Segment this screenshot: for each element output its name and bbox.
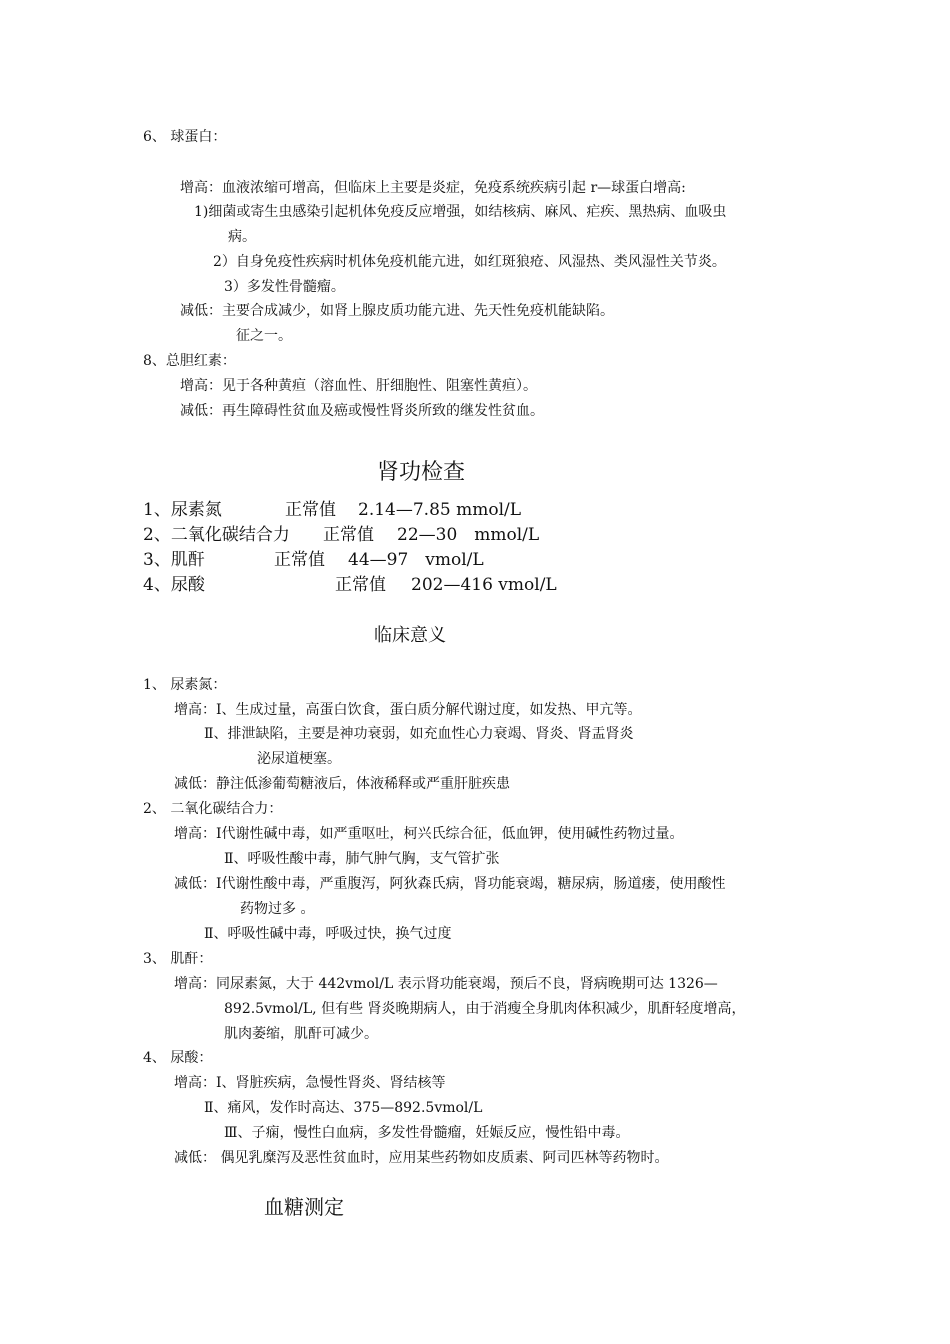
kidney-row-co2-label: 正常值 <box>323 525 374 545</box>
kidney-row-urea-name: 1、尿素氮 <box>143 500 222 520</box>
clinical-creatinine-increase-1: 增高：同尿素氮，大于 442vmol/L 表示肾功能衰竭，预后不良，肾病晚期可达 1326— <box>174 976 718 992</box>
kidney-row-co2-name: 2、二氧化碳结合力 <box>143 525 290 545</box>
clinical-creatinine-title: 3、 肌酐： <box>143 951 213 967</box>
globulin-decrease-line2: 征之一。 <box>236 328 292 344</box>
clinical-co2-increase-1: 增高：Ⅰ代谢性碱中毒，如严重呕吐，柯兴氏综合征，低血钾，使用碱性药物过量。 <box>174 826 684 842</box>
globulin-item1-line1: 1)细菌或寄生虫感染引起机体免疫反应增强，如结核病、麻风、疟疾、黑热病、血吸虫 <box>194 204 727 220</box>
kidney-row-creatinine-value: 44—97 vmol/L <box>348 550 484 570</box>
heading-blood-glucose: 血糖测定 <box>264 1195 344 1219</box>
clinical-co2-increase-2: Ⅱ、呼吸性酸中毒，肺气肿气胸，支气管扩张 <box>224 851 500 867</box>
clinical-co2-decrease-2: Ⅱ、呼吸性碱中毒，呼吸过快，换气过度 <box>204 926 452 942</box>
section-title-bilirubin: 8、总胆红素： <box>143 353 236 369</box>
clinical-urea-increase-2b: 泌尿道梗塞。 <box>257 751 341 767</box>
globulin-increase: 增高：血液浓缩可增高，但临床上主要是炎症，免疫系统疾病引起 r—球蛋白增高: <box>180 180 686 196</box>
clinical-uric-increase-1: 增高：Ⅰ、肾脏疾病，急慢性肾炎、肾结核等 <box>174 1075 446 1091</box>
kidney-row-uric-name: 4、尿酸 <box>143 575 205 595</box>
clinical-uric-title: 4、 尿酸： <box>143 1050 213 1066</box>
bilirubin-increase: 增高：见于各种黄疸（溶血性、肝细胞性、阻塞性黄疸）。 <box>180 378 537 394</box>
section-title-globulin: 6、 球蛋白： <box>143 129 227 145</box>
clinical-creatinine-increase-2: 892.5vmol/L, 但有些 肾炎晚期病人，由于消瘦全身肌肉体积减少，肌酐轻度增高， <box>224 1001 746 1017</box>
kidney-row-uric-value: 202—416 vmol/L <box>411 575 557 595</box>
kidney-row-creatinine-name: 3、肌酐 <box>143 550 205 570</box>
bilirubin-decrease: 减低：再生障碍性贫血及癌或慢性肾炎所致的继发性贫血。 <box>180 403 544 419</box>
clinical-urea-title: 1、 尿素氮： <box>143 677 227 693</box>
kidney-row-creatinine-label: 正常值 <box>274 550 325 570</box>
globulin-item2: 2）自身免疫性疾病时机体免疫机能亢进，如红斑狼疮、风湿热、类风湿性关节炎。 <box>213 254 726 270</box>
kidney-row-urea-value: 2.14—7.85 mmol/L <box>358 500 522 520</box>
globulin-decrease-line1: 减低：主要合成减少，如肾上腺皮质功能亢进、先天性免疫机能缺陷。 <box>180 303 614 319</box>
clinical-urea-increase-1: 增高：Ⅰ、生成过量，高蛋白饮食，蛋白质分解代谢过度，如发热、甲亢等。 <box>174 702 642 718</box>
clinical-co2-decrease-1b: 药物过多 。 <box>240 901 315 917</box>
globulin-item1-line2: 病。 <box>228 229 256 245</box>
clinical-urea-decrease: 减低：静注低渗葡萄糖液后，体液稀释或严重肝脏疾患 <box>174 776 510 792</box>
clinical-uric-increase-3: Ⅲ、子痫，慢性白血病，多发性骨髓瘤，妊娠反应，慢性铅中毒。 <box>224 1125 630 1141</box>
clinical-co2-decrease-1a: 减低：Ⅰ代谢性酸中毒，严重腹泻，阿狄森氏病，肾功能衰竭，糖尿病，肠道瘘，使用酸性 <box>174 876 726 892</box>
clinical-uric-increase-2: Ⅱ、痛风，发作时高达、375—892.5vmol/L <box>204 1100 483 1116</box>
clinical-co2-title: 2、 二氧化碳结合力： <box>143 801 283 817</box>
kidney-row-co2-value: 22—30 mmol/L <box>397 525 540 545</box>
kidney-row-urea-label: 正常值 <box>285 500 336 520</box>
heading-clinical-significance: 临床意义 <box>374 625 446 646</box>
clinical-urea-increase-2a: Ⅱ、排泄缺陷，主要是神功衰弱，如充血性心力衰竭、肾炎、肾盂肾炎 <box>204 726 634 742</box>
kidney-row-uric-label: 正常值 <box>335 575 386 595</box>
globulin-item3: 3）多发性骨髓瘤。 <box>224 279 345 295</box>
clinical-creatinine-increase-3: 肌肉萎缩，肌酐可减少。 <box>224 1026 378 1042</box>
clinical-uric-decrease: 减低： 偶见乳糜泻及恶性贫血时，应用某些药物如皮质素、阿司匹林等药物时。 <box>174 1150 669 1166</box>
heading-kidney-function: 肾功检查 <box>377 460 466 485</box>
